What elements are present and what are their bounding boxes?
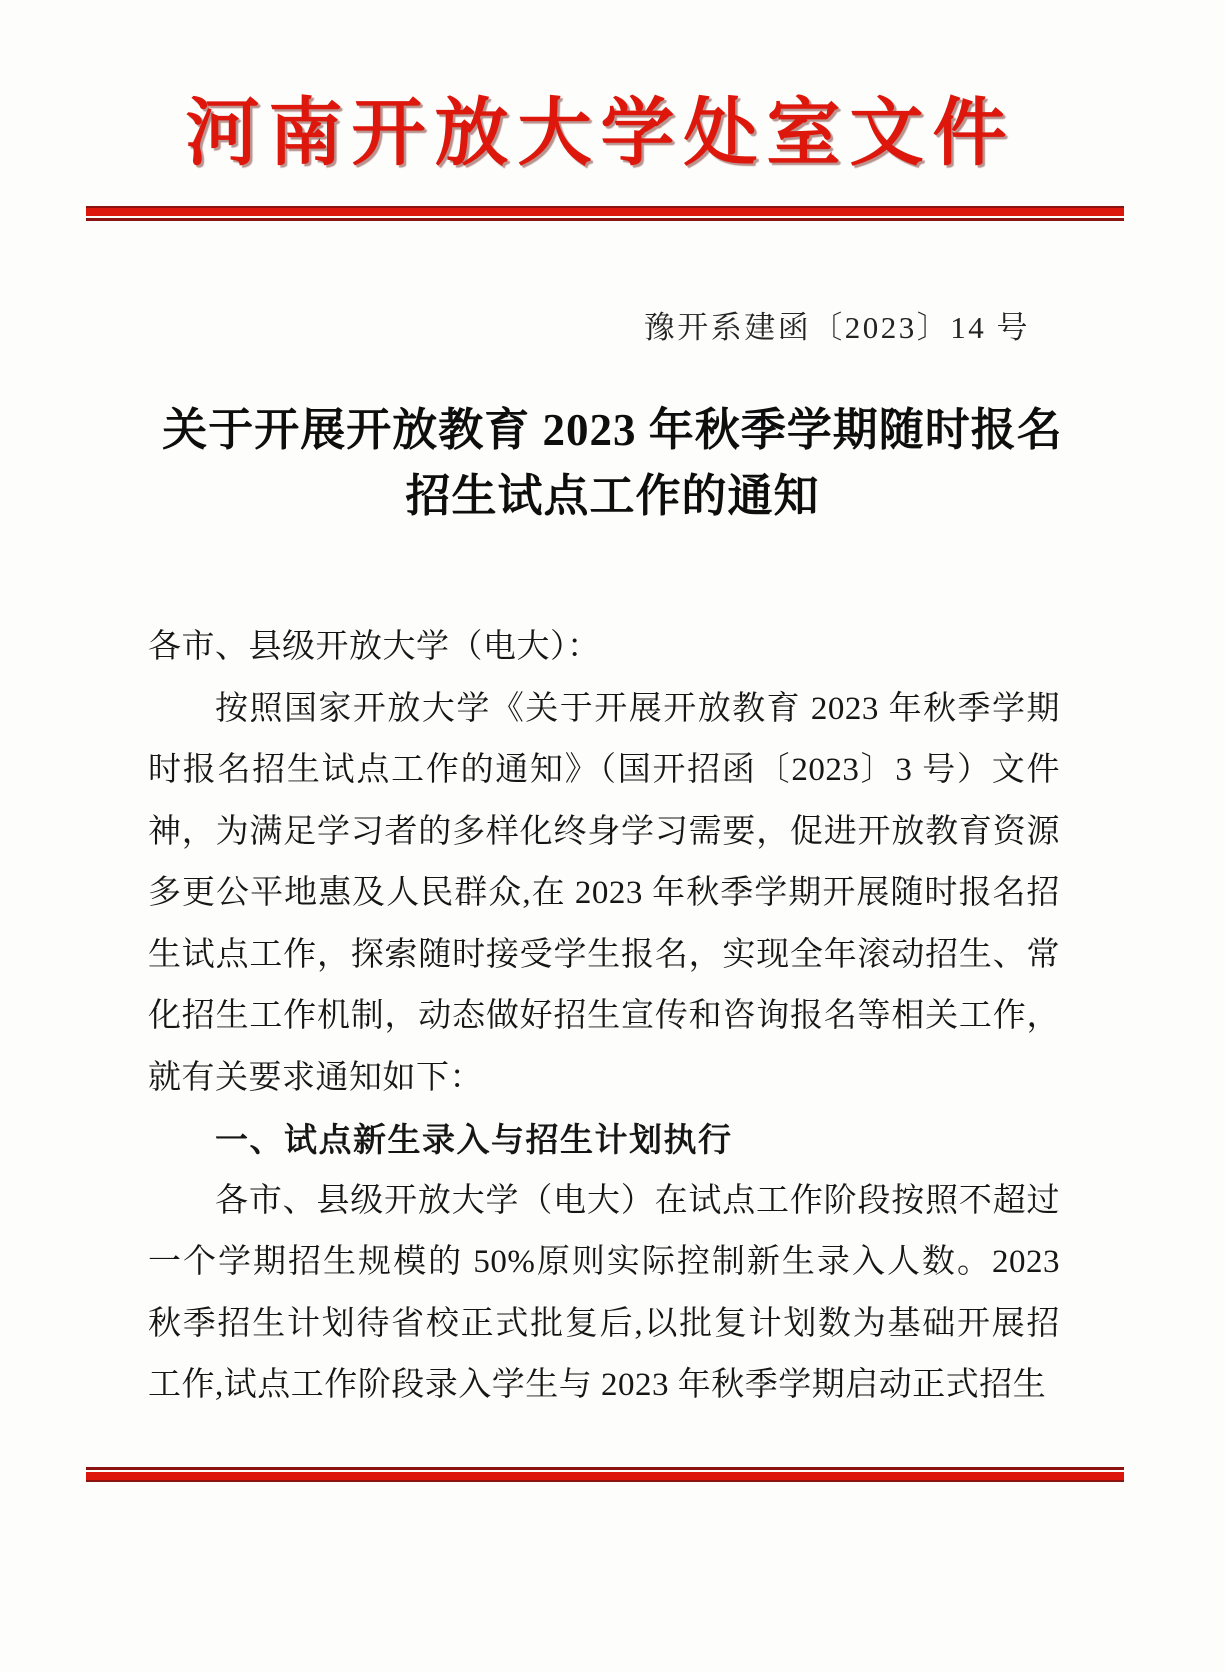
document-title-line1: 关于开展开放教育 2023 年秋季学期随时报名 (162, 405, 1063, 455)
body-line: 生试点工作，探索随时接受学生报名，实现全年滚动招生、常 (148, 936, 1060, 973)
document-number: 豫开系建函〔2023〕14 号 (643, 310, 1030, 345)
body-line: 各市、县级开放大学（电大）： (148, 629, 601, 665)
body-line: 秋季招生计划待省校正式批复后,以批复计划数为基础开展招 (148, 1305, 1060, 1342)
red-rule-top (86, 206, 1124, 221)
body-line: 一个学期招生规模的 50%原则实际控制新生录入人数。2023 (148, 1244, 1060, 1280)
body-line: 化招生工作机制，动态做好招生宣传和咨询报名等相关工作， (148, 998, 1060, 1034)
document-title-line2: 招生试点工作的通知 (405, 471, 820, 521)
document-body (148, 617, 1060, 1417)
body-line: 神，为满足学习者的多样化终身学习需要，促进开放教育资源 (148, 813, 1060, 850)
body-line: 一、试点新生录入与招生计划执行 (215, 1121, 733, 1158)
body-line: 多更公平地惠及人民群众,在 2023 年秋季学期开展随时报名招 (148, 875, 1060, 911)
body-line: 各市、县级开放大学（电大）在试点工作阶段按照不超过 (215, 1182, 1060, 1219)
body-line: 就有关要求通知如下： (148, 1059, 483, 1096)
body-line: 时报名招生试点工作的通知》（国开招函〔2023〕3 号）文件 (148, 752, 1060, 788)
body-line: 工作,试点工作阶段录入学生与 2023 年秋季学期启动正式招生 (148, 1367, 1047, 1403)
red-rule-top-thin (86, 218, 1124, 221)
red-rule-bottom-thick (86, 1472, 1124, 1482)
red-rule-top-thick (86, 206, 1124, 216)
letterhead-title: 河南开放大学处室文件 (185, 93, 1016, 175)
body-line: 按照国家开放大学《关于开展开放教育 2023 年秋季学期 (215, 690, 1060, 727)
red-rule-bottom (86, 1467, 1124, 1482)
document-title (0, 397, 1225, 529)
